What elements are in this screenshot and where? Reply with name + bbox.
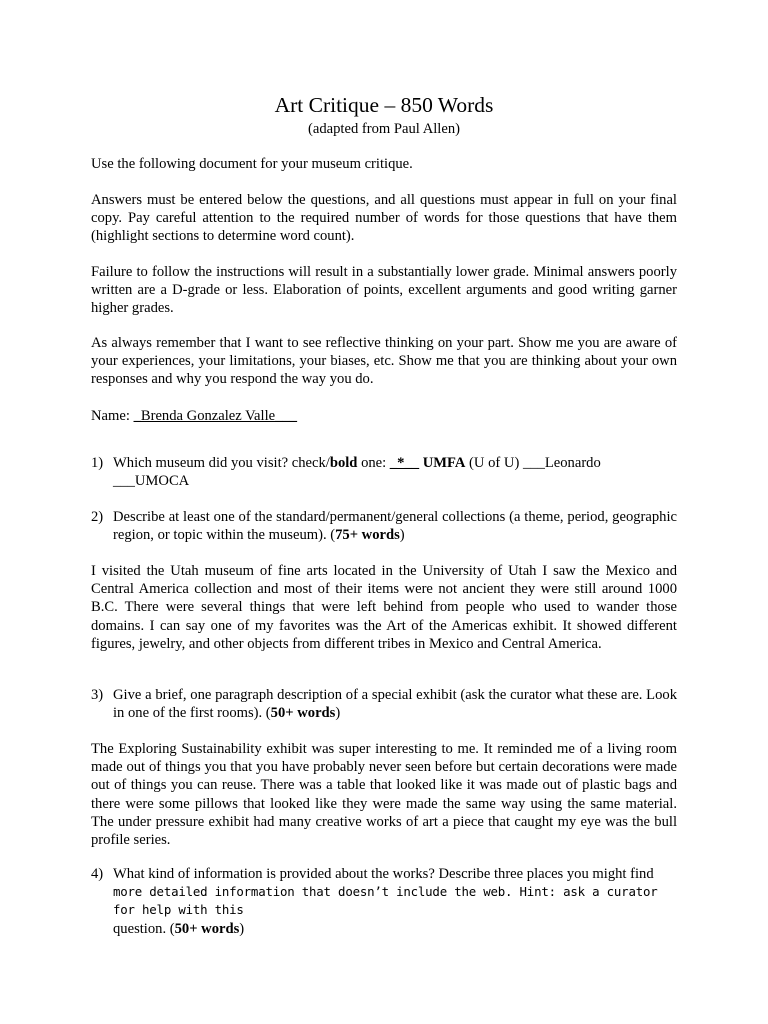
intro-paragraph-1: Use the following document for your museum critique. [91,156,413,172]
question-2-number: 2) [91,509,104,525]
page-subtitle: (adapted from Paul Allen) [308,121,460,137]
question-4-line-3: question. ( [113,920,175,937]
question-4-number: 4) [91,866,104,882]
option-umoca: ___UMOCA [113,473,190,490]
answer-2: I visited the Utah museum of fine arts located in the University of Utah I saw the Mexico and Central America collection and most of their items were not ancient they were still around 1000 B.C. There were several things that were left behind from people who used to wander those domains. I can say one of my favorites was the Art of the Americas exhibit. It showed different figures, jewelry, and other objects from different tribes in Mexico and Central America. [91,563,677,652]
option-umfa-note: (U of U) [465,455,523,471]
question-4-line-2: more detailed information that doesn’t include the web. Hint: ask a curator for help with this [113,884,658,918]
question-3-close: ) [335,705,341,722]
question-1 [91,454,677,490]
question-1-prompt-end: one: [357,455,390,471]
page-title: Art Critique – 850 Words [274,93,494,117]
question-4 [91,865,677,938]
question-1-mark: _*__ [389,455,420,471]
intro-paragraph-2: Answers must be entered below the questions, and all questions must appear in full on your final copy. Pay careful attention to the required number of words for those questions that have them (highlight sections to determine word count). [91,192,677,245]
option-umfa: UMFA [422,455,466,471]
question-3-word-req: 50+ words [270,705,336,722]
answer-3: The Exploring Sustainability exhibit was super interesting to me. It reminded me of a living room made out of things you that you have probably never seen before but certain decorations were made out of things you can reuse. There was a table that looked like it was made out of plastic bags and there were some pillows that looked like they were made the same way using the same material. The under pressure exhibit had many creative works of art a piece that caught my eye was the bull profile series. [91,741,677,849]
question-3-number: 3) [91,687,104,703]
question-4-word-req: 50+ words [174,920,240,937]
name-label: Name: [91,408,130,424]
question-3 [91,686,677,722]
name-line [91,407,677,425]
question-2-text: Describe at least one of the standard/permanent/general collections (a theme, period, geographic region, or topic within the museum). ( [113,509,677,544]
question-2-close: ) [399,527,405,544]
question-3-text: Give a brief, one paragraph description of a special exhibit (ask the curator what these are. Look in one of the first rooms). ( [113,687,677,722]
question-4-close: ) [239,920,245,937]
question-2-word-req: 75+ words [335,527,400,544]
question-1-number: 1) [91,455,104,471]
question-1-prompt: Which museum did you visit? check/ [113,455,330,471]
intro-paragraph-3: Failure to follow the instructions will result in a substantially lower grade. Minimal answers poorly written are a D-grade or less. Elaboration of points, excellent arguments and good writing garner higher grades. [91,264,677,317]
option-leonardo: ___Leonardo [522,455,601,471]
question-1-bold-word: bold [329,455,358,471]
intro-paragraph-4: As always remember that I want to see reflective thinking on your part. Show me you are aware of your experiences, your limitations, your biases, etc. Show me that you are thinking about your own responses and why you respond the way you do. [91,335,677,388]
name-value: _Brenda Gonzalez Valle___ [133,408,298,424]
question-2 [91,508,677,544]
question-4-line-1: What kind of information is provided about the works? Describe three places you might find [113,866,654,882]
